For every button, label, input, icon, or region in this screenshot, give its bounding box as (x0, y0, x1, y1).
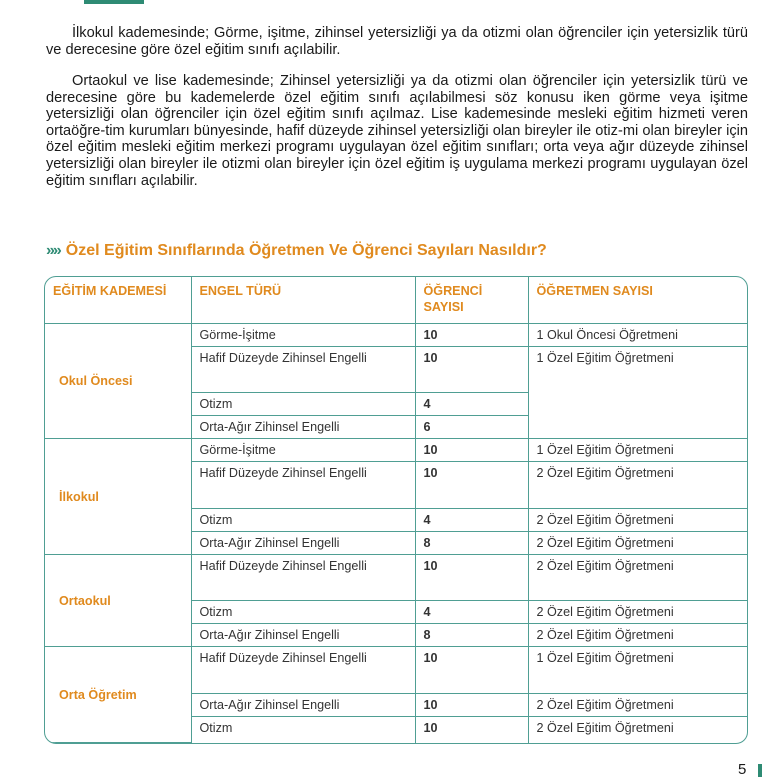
teacher-count: 2 Özel Eğitim Öğretmeni (528, 693, 748, 716)
table-header-row (45, 277, 748, 323)
teacher-count: 2 Özel Eğitim Öğretmeni (528, 601, 748, 624)
student-count: 10 (415, 716, 528, 742)
teacher-count: 2 Özel Eğitim Öğretmeni (528, 531, 748, 554)
level-ilkokul: İlkokul (45, 439, 191, 555)
page-accent-bar (758, 764, 762, 777)
page-number: 5 (738, 761, 747, 778)
disability-type: Görme-İşitme (191, 439, 415, 462)
disability-type: Orta-Ağır Zihinsel Engelli (191, 531, 415, 554)
student-count: 10 (415, 439, 528, 462)
disability-type: Görme-İşitme (191, 323, 415, 346)
student-count: 10 (415, 323, 528, 346)
header-teachers: ÖĞRETMEN SAYISI (528, 277, 748, 323)
top-accent-bar (84, 0, 144, 4)
teacher-count: 2 Özel Eğitim Öğretmeni (528, 554, 748, 600)
teacher-count: 2 Özel Eğitim Öğretmeni (528, 508, 748, 531)
header-disability: ENGEL TÜRÜ (191, 277, 415, 323)
student-count: 10 (415, 647, 528, 693)
teacher-count: 1 Özel Eğitim Öğretmeni (528, 346, 748, 438)
disability-type: Otizm (191, 716, 415, 742)
disability-type: Hafif Düzeyde Zihinsel Engelli (191, 346, 415, 392)
class-size-table (44, 276, 748, 744)
teacher-count: 2 Özel Eğitim Öğretmeni (528, 716, 748, 742)
paragraph-ilkokul: İlkokul kademesinde; Görme, işitme, zihinsel yetersizliği ya da otizmi olan öğrenciler için yetersizlik türü ve derecesine göre özel eğitim sınıfı açılabilir. (46, 25, 748, 58)
student-count: 4 (415, 508, 528, 531)
student-count: 4 (415, 393, 528, 416)
level-okul-oncesi: Okul Öncesi (45, 323, 191, 439)
disability-type: Orta-Ağır Zihinsel Engelli (191, 416, 415, 439)
paragraph-ortaokul-lise: Ortaokul ve lise kademesinde; Zihinsel yetersizliği ya da otizmi olan öğrenciler için yetersizlik türü ve derecesine göre bu kademelerde özel eğitim sınıfı açılabilmesi söz konusu iken görme veya işitme yetersizliği olan öğrenciler için özel eğitim sınıfı açılmaz. Lise kademesinde mesleki eğitim hizmeti veren ortaöğre-tim kurumları bünyesinde, hafif düzeyde zihinsel yetersizliği olan bireyler ile otiz-mi olan bireyler için özel eğitim mesleki eğitim merkezi programı uygulayan özel eğitim sınıfları; orta veya ağır düzeyde zihinsel yetersizliği olan bireyler ile otizmi olan bireyler için özel eğitim iş uygulama merkezi programı uygulayan özel eğitim sınıfları açılabilir. (46, 73, 748, 189)
teacher-count: 1 Özel Eğitim Öğretmeni (528, 647, 748, 693)
teacher-count: 1 Özel Eğitim Öğretmeni (528, 439, 748, 462)
teacher-count: 1 Okul Öncesi Öğretmeni (528, 323, 748, 346)
level-ortaokul: Ortaokul (45, 554, 191, 646)
student-count: 8 (415, 531, 528, 554)
table-row (45, 323, 748, 346)
student-count: 8 (415, 624, 528, 647)
header-students: ÖĞRENCİ SAYISI (415, 277, 528, 323)
teacher-count: 2 Özel Eğitim Öğretmeni (528, 462, 748, 508)
student-count: 10 (415, 554, 528, 600)
disability-type: Hafif Düzeyde Zihinsel Engelli (191, 462, 415, 508)
table-row (45, 647, 748, 693)
student-count: 10 (415, 693, 528, 716)
level-orta-ogretim: Orta Öğretim (45, 647, 191, 743)
student-count: 10 (415, 346, 528, 392)
student-count: 6 (415, 416, 528, 439)
student-count: 10 (415, 462, 528, 508)
student-count: 4 (415, 601, 528, 624)
table-row (45, 554, 748, 600)
double-chevron-right-icon: »» (46, 242, 60, 259)
teacher-count: 2 Özel Eğitim Öğretmeni (528, 624, 748, 647)
header-level: EĞİTİM KADEMESİ (45, 277, 191, 323)
section-heading (46, 242, 748, 260)
disability-type: Orta-Ağır Zihinsel Engelli (191, 693, 415, 716)
disability-type: Otizm (191, 508, 415, 531)
section-heading-text: Özel Eğitim Sınıflarında Öğretmen Ve Öğrenci Sayıları Nasıldır? (65, 242, 547, 259)
disability-type: Otizm (191, 601, 415, 624)
disability-type: Hafif Düzeyde Zihinsel Engelli (191, 554, 415, 600)
disability-type: Otizm (191, 393, 415, 416)
table-row (45, 439, 748, 462)
disability-type: Orta-Ağır Zihinsel Engelli (191, 624, 415, 647)
disability-type: Hafif Düzeyde Zihinsel Engelli (191, 647, 415, 693)
